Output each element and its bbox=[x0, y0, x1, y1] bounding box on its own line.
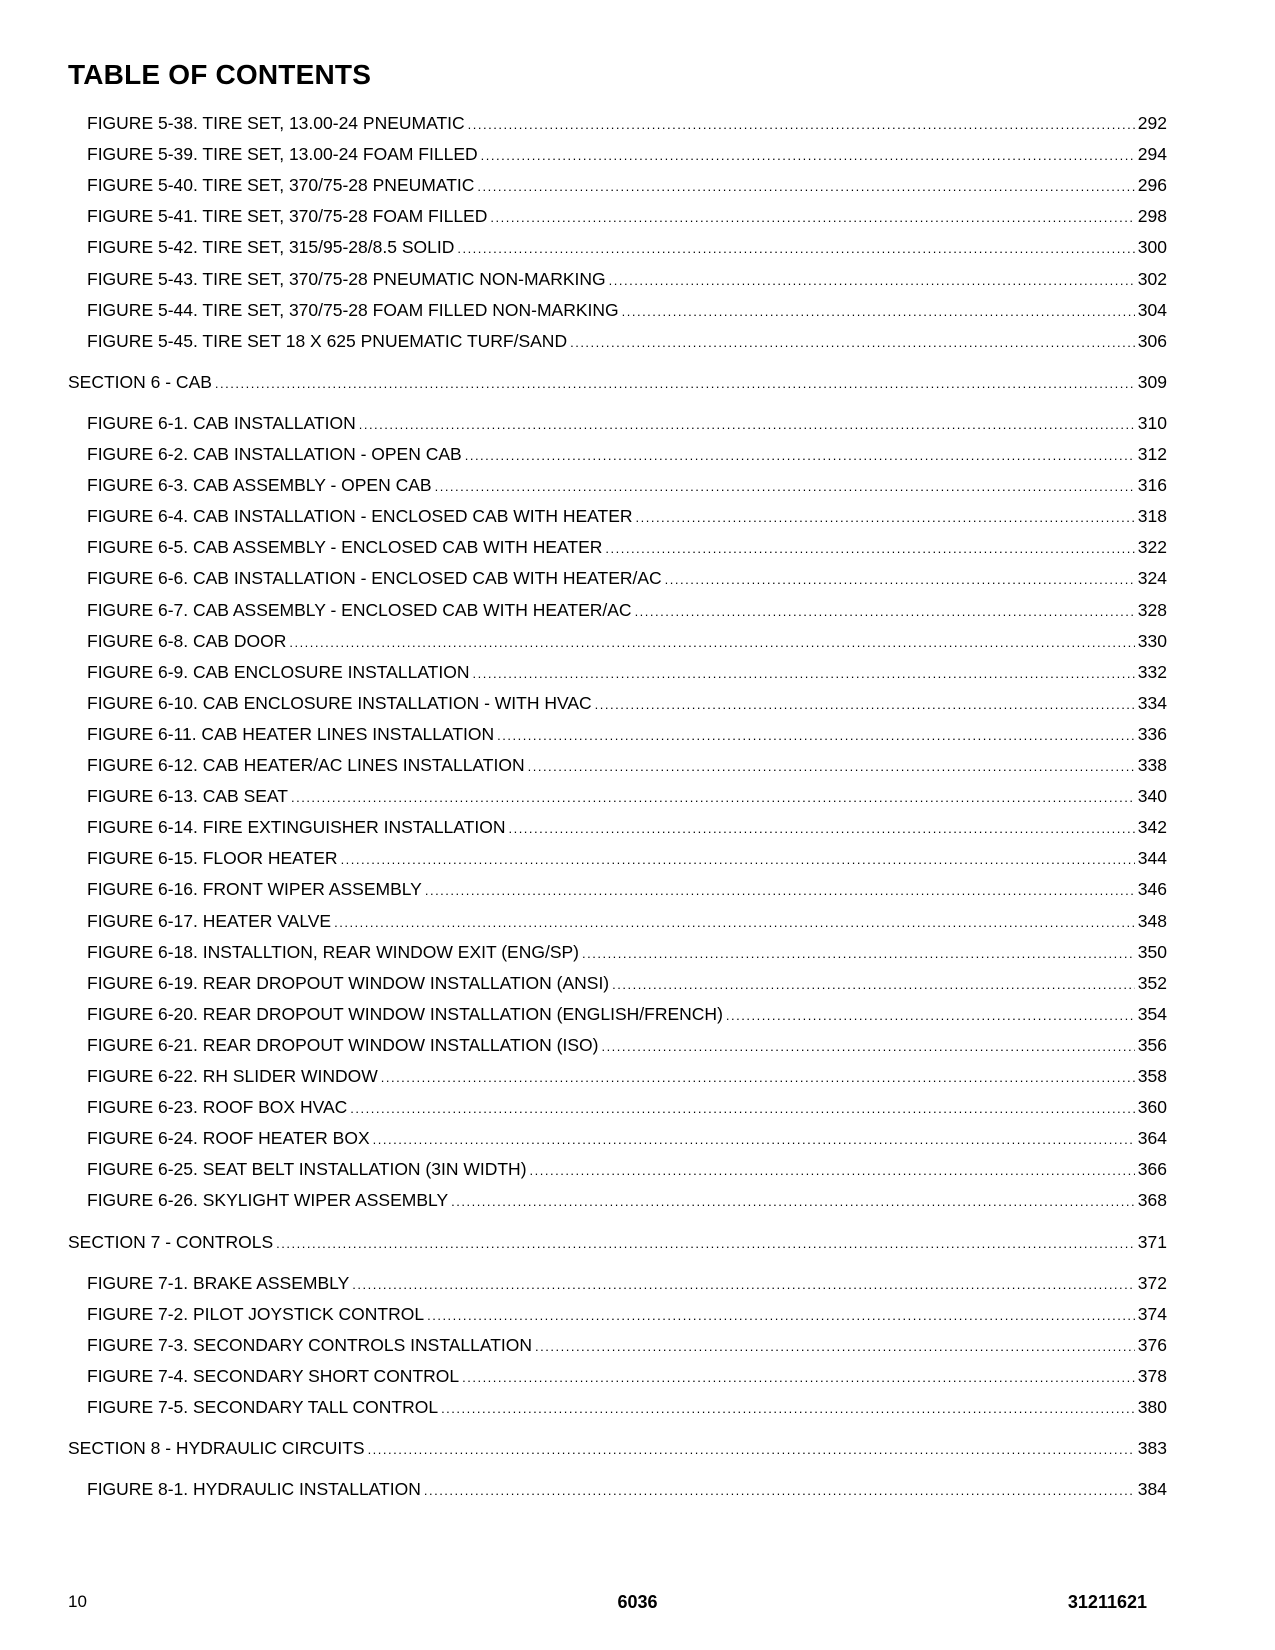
toc-dot-leader bbox=[215, 372, 1135, 394]
toc-dot-leader bbox=[635, 600, 1135, 622]
toc-figure-entry[interactable] bbox=[87, 1033, 1167, 1057]
toc-entry-title: FIGURE 8-1. HYDRAULIC INSTALLATION bbox=[87, 1479, 421, 1500]
toc-figure-entry[interactable] bbox=[87, 784, 1167, 808]
toc-entry-title: FIGURE 6-18. INSTALLTION, REAR WINDOW EXIT (ENG/SP) bbox=[87, 941, 580, 962]
toc-figure-entry[interactable] bbox=[87, 1188, 1167, 1212]
footer-page-number: 10 bbox=[68, 1592, 87, 1611]
toc-entry-title: FIGURE 6-21. REAR DROPOUT WINDOW INSTALLATION (ISO) bbox=[87, 1034, 599, 1055]
toc-dot-leader bbox=[636, 506, 1135, 528]
toc-dot-leader bbox=[276, 1232, 1135, 1254]
toc-figure-entry[interactable] bbox=[87, 909, 1167, 933]
toc-entry-page: 356 bbox=[1137, 1034, 1167, 1055]
toc-entry-page: 372 bbox=[1137, 1272, 1167, 1293]
toc-entry-title: FIGURE 6-26. SKYLIGHT WIPER ASSEMBLY bbox=[87, 1190, 449, 1211]
toc-section-entry[interactable] bbox=[68, 370, 1167, 394]
toc-dot-leader bbox=[352, 1273, 1135, 1295]
toc-dot-leader bbox=[373, 1128, 1135, 1150]
toc-dot-leader bbox=[350, 1097, 1135, 1119]
toc-entry-title: FIGURE 6-9. CAB ENCLOSURE INSTALLATION bbox=[87, 661, 470, 682]
toc-entry-page: 346 bbox=[1137, 879, 1167, 900]
toc-entry-page: 309 bbox=[1137, 371, 1167, 392]
toc-entry-page: 292 bbox=[1137, 113, 1167, 133]
toc-entry-page: 296 bbox=[1137, 175, 1167, 196]
toc-entry-page: 364 bbox=[1137, 1128, 1167, 1149]
toc-entry-page: 334 bbox=[1137, 692, 1167, 713]
toc-dot-leader bbox=[291, 786, 1135, 808]
toc-entry-page: 366 bbox=[1137, 1159, 1167, 1180]
toc-entry-page: 302 bbox=[1137, 268, 1167, 289]
toc-entry-page: 374 bbox=[1137, 1303, 1167, 1324]
toc-figure-entry[interactable] bbox=[87, 1333, 1167, 1357]
toc-figure-entry[interactable] bbox=[87, 142, 1167, 166]
toc-dot-leader bbox=[582, 942, 1135, 964]
toc-entry-title: FIGURE 6-16. FRONT WIPER ASSEMBLY bbox=[87, 879, 422, 900]
toc-dot-leader bbox=[457, 237, 1134, 259]
toc-entry-page: 294 bbox=[1137, 144, 1167, 165]
toc-figure-entry[interactable] bbox=[87, 753, 1167, 777]
toc-entry-title: FIGURE 5-39. TIRE SET, 13.00-24 FOAM FILLED bbox=[87, 144, 478, 165]
toc-figure-entry[interactable] bbox=[87, 1364, 1167, 1388]
toc-dot-leader bbox=[570, 331, 1135, 353]
toc-figure-entry[interactable] bbox=[87, 1477, 1167, 1501]
toc-entry-title: FIGURE 7-2. PILOT JOYSTICK CONTROL bbox=[87, 1303, 425, 1324]
toc-figure-entry[interactable] bbox=[87, 722, 1167, 746]
toc-entry-page: 368 bbox=[1137, 1190, 1167, 1211]
toc-dot-leader bbox=[477, 175, 1134, 197]
toc-dot-leader bbox=[622, 300, 1135, 322]
toc-entry-page: 332 bbox=[1137, 661, 1167, 682]
toc-figure-entry[interactable] bbox=[87, 598, 1167, 622]
toc-dot-leader bbox=[726, 1004, 1135, 1026]
toc-dot-leader bbox=[601, 1035, 1134, 1057]
toc-dot-leader bbox=[612, 973, 1135, 995]
toc-figure-entry[interactable] bbox=[87, 940, 1167, 964]
toc-figure-entry[interactable] bbox=[87, 815, 1167, 839]
toc-dot-leader bbox=[595, 693, 1135, 715]
toc-dot-leader bbox=[424, 1479, 1135, 1501]
toc-figure-entry[interactable] bbox=[87, 691, 1167, 715]
toc-dot-leader bbox=[665, 568, 1135, 590]
toc-entry-title: FIGURE 6-7. CAB ASSEMBLY - ENCLOSED CAB WITH HEATER/AC bbox=[87, 599, 632, 620]
toc-figure-entry[interactable] bbox=[87, 1157, 1167, 1181]
toc-figure-entry[interactable] bbox=[87, 566, 1167, 590]
toc-dot-leader bbox=[605, 537, 1134, 559]
toc-dot-leader bbox=[490, 206, 1134, 228]
toc-entry-page: 338 bbox=[1137, 755, 1167, 775]
toc-entry-page: 318 bbox=[1137, 506, 1167, 527]
toc-entry-title: FIGURE 7-3. SECONDARY CONTROLS INSTALLATION bbox=[87, 1334, 533, 1355]
toc-dot-leader bbox=[441, 1397, 1135, 1419]
toc-entry-page: 352 bbox=[1137, 972, 1167, 993]
toc-figure-entry[interactable] bbox=[87, 1302, 1167, 1326]
toc-entry-title: FIGURE 5-45. TIRE SET 18 X 625 PNUEMATIC TURF/SAND bbox=[87, 330, 568, 351]
toc-entry-title: FIGURE 6-8. CAB DOOR bbox=[87, 630, 287, 651]
toc-dot-leader bbox=[435, 475, 1135, 497]
toc-entry-page: 304 bbox=[1137, 299, 1167, 320]
toc-entry-title: FIGURE 6-3. CAB ASSEMBLY - OPEN CAB bbox=[87, 475, 432, 496]
toc-dot-leader bbox=[481, 144, 1135, 166]
toc-dot-leader bbox=[473, 662, 1135, 684]
toc-figure-entry[interactable] bbox=[87, 267, 1167, 291]
toc-dot-leader bbox=[289, 631, 1134, 653]
toc-entry-page: 371 bbox=[1137, 1231, 1167, 1252]
toc-figure-entry[interactable] bbox=[87, 971, 1167, 995]
toc-entry-page: 380 bbox=[1137, 1397, 1167, 1417]
toc-figure-entry[interactable] bbox=[87, 1095, 1167, 1119]
toc-entry-title: FIGURE 6-4. CAB INSTALLATION - ENCLOSED CAB WITH HEATER bbox=[87, 506, 633, 527]
toc-figure-entry[interactable] bbox=[87, 877, 1167, 901]
toc-entry-title: FIGURE 6-19. REAR DROPOUT WINDOW INSTALLATION (ANSI) bbox=[87, 972, 610, 993]
toc-entry-title: FIGURE 6-11. CAB HEATER LINES INSTALLATION bbox=[87, 723, 495, 744]
toc-entry-title: FIGURE 6-10. CAB ENCLOSURE INSTALLATION - WITH HVAC bbox=[87, 692, 592, 713]
toc-dot-leader bbox=[451, 1190, 1135, 1212]
toc-entry-page: 384 bbox=[1137, 1479, 1167, 1500]
toc-entry-title: SECTION 6 - CAB bbox=[68, 371, 212, 392]
toc-entry-page: 312 bbox=[1137, 444, 1167, 464]
toc-entry-title: FIGURE 5-42. TIRE SET, 315/95-28/8.5 SOLID bbox=[87, 237, 455, 258]
toc-dot-leader bbox=[425, 879, 1135, 901]
toc-figure-entry[interactable] bbox=[87, 660, 1167, 684]
toc-entry-title: FIGURE 7-4. SECONDARY SHORT CONTROL bbox=[87, 1365, 460, 1386]
toc-dot-leader bbox=[508, 817, 1134, 839]
toc-figure-entry[interactable] bbox=[87, 442, 1167, 466]
toc-figure-entry[interactable] bbox=[87, 535, 1167, 559]
toc-dot-leader bbox=[359, 413, 1135, 435]
toc-entry-page: 344 bbox=[1137, 848, 1167, 869]
toc-entry-page: 316 bbox=[1137, 475, 1167, 496]
toc-figure-entry[interactable] bbox=[87, 298, 1167, 322]
toc-entry-page: 383 bbox=[1137, 1438, 1167, 1459]
toc-figure-entry[interactable] bbox=[87, 629, 1167, 653]
toc-entry-page: 360 bbox=[1137, 1097, 1167, 1118]
toc-entry-page: 322 bbox=[1137, 537, 1167, 558]
toc-dot-leader bbox=[334, 911, 1135, 933]
toc-entry-title: FIGURE 6-24. ROOF HEATER BOX bbox=[87, 1128, 370, 1149]
toc-entry-title: FIGURE 5-41. TIRE SET, 370/75-28 FOAM FILLED bbox=[87, 206, 488, 227]
toc-entry-page: 354 bbox=[1137, 1003, 1167, 1024]
toc-entry-page: 306 bbox=[1137, 330, 1167, 351]
toc-entry-page: 336 bbox=[1137, 723, 1167, 744]
toc-entry-title: FIGURE 6-12. CAB HEATER/AC LINES INSTALLATION bbox=[87, 755, 525, 775]
toc-entry-page: 342 bbox=[1137, 817, 1167, 838]
toc-dot-leader bbox=[609, 269, 1135, 291]
toc-entry-title: FIGURE 6-14. FIRE EXTINGUISHER INSTALLATION bbox=[87, 817, 506, 838]
toc-entry-title: FIGURE 7-1. BRAKE ASSEMBLY bbox=[87, 1272, 350, 1293]
footer-doc-number: 31211621 bbox=[1067, 1592, 1147, 1612]
toc-entry-page: 350 bbox=[1137, 941, 1167, 962]
toc-entry-page: 358 bbox=[1137, 1066, 1167, 1086]
toc-dot-leader bbox=[368, 1438, 1135, 1460]
toc-dot-leader bbox=[468, 113, 1135, 135]
toc-figure-entry[interactable] bbox=[87, 173, 1167, 197]
toc-entry-title: FIGURE 6-6. CAB INSTALLATION - ENCLOSED CAB WITH HEATER/AC bbox=[87, 568, 662, 589]
page-title: TABLE OF CONTENTS bbox=[68, 59, 372, 90]
toc-dot-leader bbox=[462, 1366, 1135, 1388]
toc-entry-title: FIGURE 6-2. CAB INSTALLATION - OPEN CAB bbox=[87, 444, 462, 464]
toc-entry-page: 324 bbox=[1137, 568, 1167, 589]
toc-entry-page: 378 bbox=[1137, 1365, 1167, 1386]
toc-entry-title: FIGURE 5-40. TIRE SET, 370/75-28 PNEUMATIC bbox=[87, 175, 475, 196]
toc-dot-leader bbox=[497, 724, 1135, 746]
toc-figure-entry[interactable] bbox=[87, 235, 1167, 259]
toc-entry-page: 300 bbox=[1137, 237, 1167, 258]
toc-entry-title: FIGURE 6-1. CAB INSTALLATION bbox=[87, 412, 356, 433]
toc-entry-page: 298 bbox=[1137, 206, 1167, 227]
toc-figure-entry[interactable] bbox=[87, 504, 1167, 528]
toc-figure-entry[interactable] bbox=[87, 1126, 1167, 1150]
toc-entry-page: 340 bbox=[1137, 786, 1167, 807]
toc-entry-title: FIGURE 6-23. ROOF BOX HVAC bbox=[87, 1097, 348, 1118]
toc-entry-title: FIGURE 5-38. TIRE SET, 13.00-24 PNEUMATIC bbox=[87, 113, 465, 133]
toc-entry-title: FIGURE 6-13. CAB SEAT bbox=[87, 786, 288, 807]
toc-entry-title: FIGURE 5-44. TIRE SET, 370/75-28 FOAM FILLED NON-MARKING bbox=[87, 299, 619, 320]
toc-figure-entry[interactable] bbox=[87, 411, 1167, 435]
toc-figure-entry[interactable] bbox=[87, 111, 1167, 135]
toc-entry-page: 328 bbox=[1137, 599, 1167, 620]
toc-entry-title: FIGURE 6-22. RH SLIDER WINDOW bbox=[87, 1066, 378, 1086]
toc-entry-title: FIGURE 5-43. TIRE SET, 370/75-28 PNEUMATIC NON-MARKING bbox=[87, 268, 606, 289]
toc-figure-entry[interactable] bbox=[87, 204, 1167, 228]
toc-figure-entry[interactable] bbox=[87, 329, 1167, 353]
toc-dot-leader bbox=[341, 848, 1135, 870]
toc-dot-leader bbox=[427, 1304, 1135, 1326]
toc-section-entry[interactable] bbox=[68, 1436, 1167, 1460]
toc-entry-title: SECTION 8 - HYDRAULIC CIRCUITS bbox=[68, 1438, 365, 1459]
toc-entry-title: FIGURE 7-5. SECONDARY TALL CONTROL bbox=[87, 1397, 439, 1417]
toc-entry-page: 348 bbox=[1137, 910, 1167, 931]
toc-entry-title: FIGURE 6-25. SEAT BELT INSTALLATION (3IN WIDTH) bbox=[87, 1159, 527, 1180]
toc-figure-entry[interactable] bbox=[87, 1395, 1167, 1419]
toc-entry-title: FIGURE 6-15. FLOOR HEATER bbox=[87, 848, 338, 869]
toc-figure-entry[interactable] bbox=[87, 1064, 1167, 1088]
toc-figure-entry[interactable] bbox=[87, 1271, 1167, 1295]
toc-dot-leader bbox=[530, 1159, 1135, 1181]
toc-dot-leader bbox=[465, 444, 1135, 466]
toc-entry-title: FIGURE 6-20. REAR DROPOUT WINDOW INSTALLATION (ENGLISH/FRENCH) bbox=[87, 1003, 723, 1024]
toc-entry-title: FIGURE 6-5. CAB ASSEMBLY - ENCLOSED CAB WITH HEATER bbox=[87, 537, 603, 558]
toc-dot-leader bbox=[535, 1335, 1135, 1357]
footer-model: 6036 bbox=[617, 1592, 658, 1612]
toc-figure-entry[interactable] bbox=[87, 473, 1167, 497]
toc-figure-entry[interactable] bbox=[87, 846, 1167, 870]
toc-dot-leader bbox=[381, 1066, 1135, 1088]
toc-entry-page: 310 bbox=[1137, 412, 1167, 433]
toc-entry-page: 330 bbox=[1137, 630, 1167, 651]
toc-entry-title: FIGURE 6-17. HEATER VALVE bbox=[87, 910, 332, 931]
toc-entry-page: 376 bbox=[1137, 1334, 1167, 1355]
toc-dot-leader bbox=[528, 755, 1135, 777]
toc-figure-entry[interactable] bbox=[87, 1002, 1167, 1026]
toc-section-entry[interactable] bbox=[68, 1230, 1167, 1254]
toc-entry-title: SECTION 7 - CONTROLS bbox=[68, 1231, 274, 1252]
